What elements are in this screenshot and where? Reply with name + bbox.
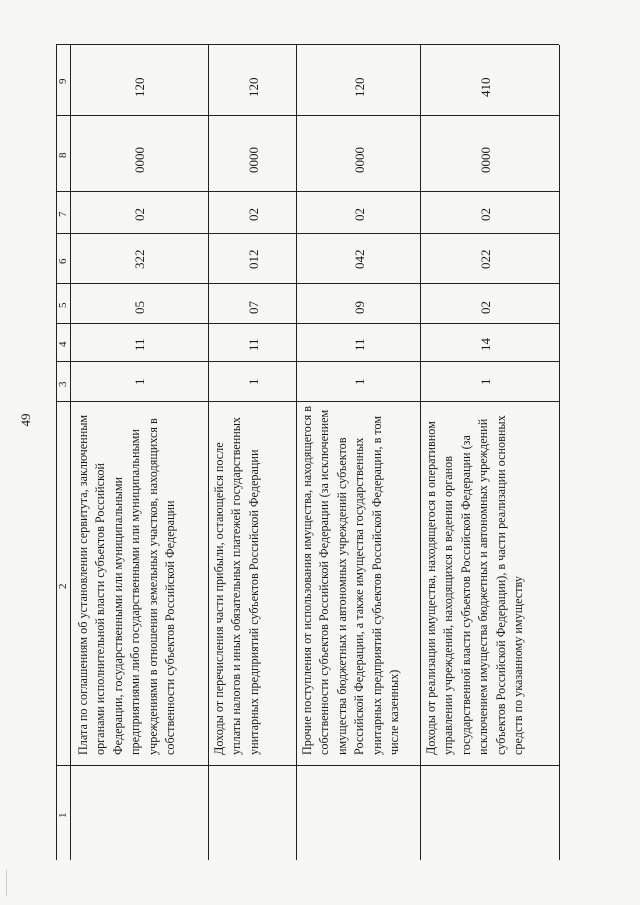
budget-classification-table bbox=[56, 44, 559, 860]
row-2-c3: 1 bbox=[246, 378, 261, 385]
row-3-c6: 042 bbox=[352, 249, 367, 269]
header-col-5: 5 bbox=[57, 302, 69, 308]
row-1-description: Плата по соглашениям об установлении сервитута, заключенным органами исполнительной власти субъектов Российской Федерации, государственными или муниципальными предприятиями либо государственными или муниципальными учреждениями в отношении земельных участков, находящихся в собственности субъектов Российской Федерации bbox=[76, 414, 178, 755]
row-3-description: Прочие поступления от использования имущества, находящегося в собственности субъектов Российской Федерации (за исключением имущества бюджетных и автономных учреждений субъектов Российской Федерации, а также имущества государственных унитарных предприятий субъектов Российской Федерации, в том числе казенных) bbox=[300, 405, 402, 755]
header-col-3: 3 bbox=[57, 381, 69, 387]
row-4-description: Доходы от реализации имущества, находящегося в оперативном управлении учреждений, находящихся в ведении органов государственной власти субъектов Российской Федерации (за исключением имущества бюджетных и автономных учреждений субъектов Российской Федерации), в части реализации основных средств по указанному имуществу bbox=[424, 415, 526, 755]
header-col-1: 1 bbox=[57, 812, 69, 818]
row-3-c7: 02 bbox=[352, 208, 367, 221]
row-1-c7: 02 bbox=[132, 208, 147, 221]
row-1-c3: 1 bbox=[132, 378, 147, 385]
row-4-c9: 410 bbox=[478, 77, 493, 97]
row-3-c8: 0000 bbox=[352, 147, 367, 173]
row-1-c4: 11 bbox=[132, 338, 147, 351]
page-number: 49 bbox=[18, 413, 33, 427]
header-column bbox=[57, 45, 71, 860]
row-4-c5: 02 bbox=[478, 301, 493, 314]
row-2-c6: 012 bbox=[246, 249, 261, 269]
row-1-c9: 120 bbox=[132, 77, 147, 97]
row-3-c9: 120 bbox=[352, 77, 367, 97]
header-col-4: 4 bbox=[57, 341, 69, 347]
row-4-c7: 02 bbox=[478, 208, 493, 221]
header-col-6: 6 bbox=[57, 258, 69, 264]
row-2-c5: 07 bbox=[246, 301, 261, 314]
row-3-c4: 11 bbox=[352, 338, 367, 351]
row-4-c4: 14 bbox=[478, 338, 493, 351]
row-2-c9: 120 bbox=[246, 77, 261, 97]
row-2-c8: 0000 bbox=[246, 147, 261, 173]
row-1-c8: 0000 bbox=[132, 147, 147, 173]
scan-edge-mark bbox=[6, 870, 21, 896]
row-2-c4: 11 bbox=[246, 338, 261, 351]
row-2-c7: 02 bbox=[246, 208, 261, 221]
row-3-c3: 1 bbox=[352, 378, 367, 385]
row-4-c6: 022 bbox=[478, 249, 493, 269]
header-col-8: 8 bbox=[57, 152, 69, 158]
row-2-description: Доходы от перечисления части прибыли, остающейся после уплаты налогов и иных обязательных платежей государственных унитарных предприятий субъектов Российской Федерации bbox=[212, 416, 261, 755]
row-1-c6: 322 bbox=[132, 249, 147, 269]
header-col-9: 9 bbox=[57, 78, 69, 84]
header-col-2: 2 bbox=[57, 583, 69, 589]
row-4-c8: 0000 bbox=[478, 147, 493, 173]
row-3-c5: 09 bbox=[352, 301, 367, 314]
header-col-7: 7 bbox=[57, 211, 69, 217]
row-4-c3: 1 bbox=[478, 378, 493, 385]
row-1-c5: 05 bbox=[132, 301, 147, 314]
